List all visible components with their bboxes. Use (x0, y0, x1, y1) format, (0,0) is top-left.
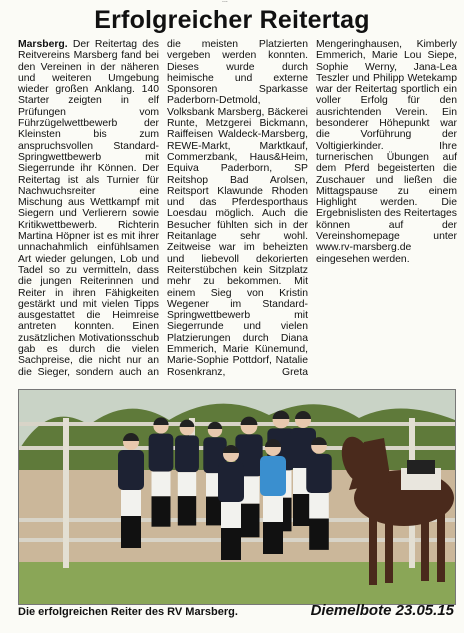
photo-caption: Die erfolgreichen Reiter des RV Marsberg. (18, 606, 238, 618)
article-paragraph (18, 39, 457, 383)
riders-with-horse-illustration (19, 390, 455, 604)
photo-rider-figure (306, 437, 331, 550)
article-headline: Erfolgreicher Reitertag (94, 6, 370, 34)
dateline: Marsberg. (18, 39, 68, 50)
article-body (18, 39, 457, 383)
article-text: Der Reitertag des Reitvereins Marsberg fand bei den Vereinen in der näheren und weiteren Umgebung wieder großen Anklang. 140 Starter zeigten in elf Prüfungen vom Führzügelwettbewerb der Kleinsten bis zum anspruchsvollen Standard-Springwettbewerb mit Siegerrunde ihr Können. Der Reitertag ist als Turnier für Nachwuchsreiter eine Mischung aus Wettkampf mit Siegern und Verlierern sowie Kritikwettbewerb. Richterin Martina Höpner ist es mit ihrer unnachahmlich einfühlsamen Art wieder gelungen, Lob und Tadel so zu vermitteln, dass die jungen Reiterinnen und Reiter in ihren Fähigkeiten gestärkt und mit vielen Tipps ausgestattet die Heimreise antreten konnten. Einen zusätzlichen Motivationsschub gab es durch die vielen Sachpreise, die nicht nur an die Sieger, sondern auch an die meisten Platzierten vergeben werden konnten. Dieses wurde durch heimische und externe Sponsoren Sparkasse Paderborn-Detmold, Volksbank Marsberg, Bäckerei Runte, Metzgerei Bickmann, Raiffeisen Waldeck-Marsberg, REWE-Markt, Marktkauf, Commerzbank, Haus&Heim, Equiva Paderborn, SP Reitshop Bad Arolsen, Reitsport Klawunde Rhoden und das Pferdesporthaus Loesdau möglich. Auch die Besucher fühlten sich in der Reitanlage sehr wohl. Zeitweise war im beheizten und liebevoll dekorierten Reiterstübchen kein Sitzplatz mehr zu bekommen. Mit einem Sieg von Kristin Wegener im Standard-Springwettbewerb mit Siegerrunde und vielen Platzierungen durch Diana Emmerich, Marie Künemund, Marie-Sophie Pottdorf, Natalie Rosenkranz, Greta Mengeringhausen, Kimberly Emmerich, Marie Lou Siepe, Sophie Werny, Jana-Lea Teszler und Philipp Wetekamp war der Reitertag sportlich ein voller Erfolg für den ausrichtenden Verein. Ein besonderer Höhepunkt war die Vorführung der Voltigierkinder. Ihre turnerischen Übungen auf dem Pferd begeisterten die Zuschauer und ließen die Mittagspause zu einem Highlight werden. Die Ergebnislisten des Reitertages können auf der Vereinshomepage unter www.rv-marsberg.de eingesehen werden. (18, 39, 457, 378)
photo-rider-figure (149, 417, 174, 526)
photo-rider-figure (118, 433, 144, 548)
group-photo (18, 389, 456, 605)
photo-rider-figure (260, 439, 286, 554)
photo-rider-figure (218, 445, 244, 560)
page-top-fragment: ... (222, 0, 228, 4)
newspaper-source: Diemelbote 23.05.15 (310, 602, 454, 619)
